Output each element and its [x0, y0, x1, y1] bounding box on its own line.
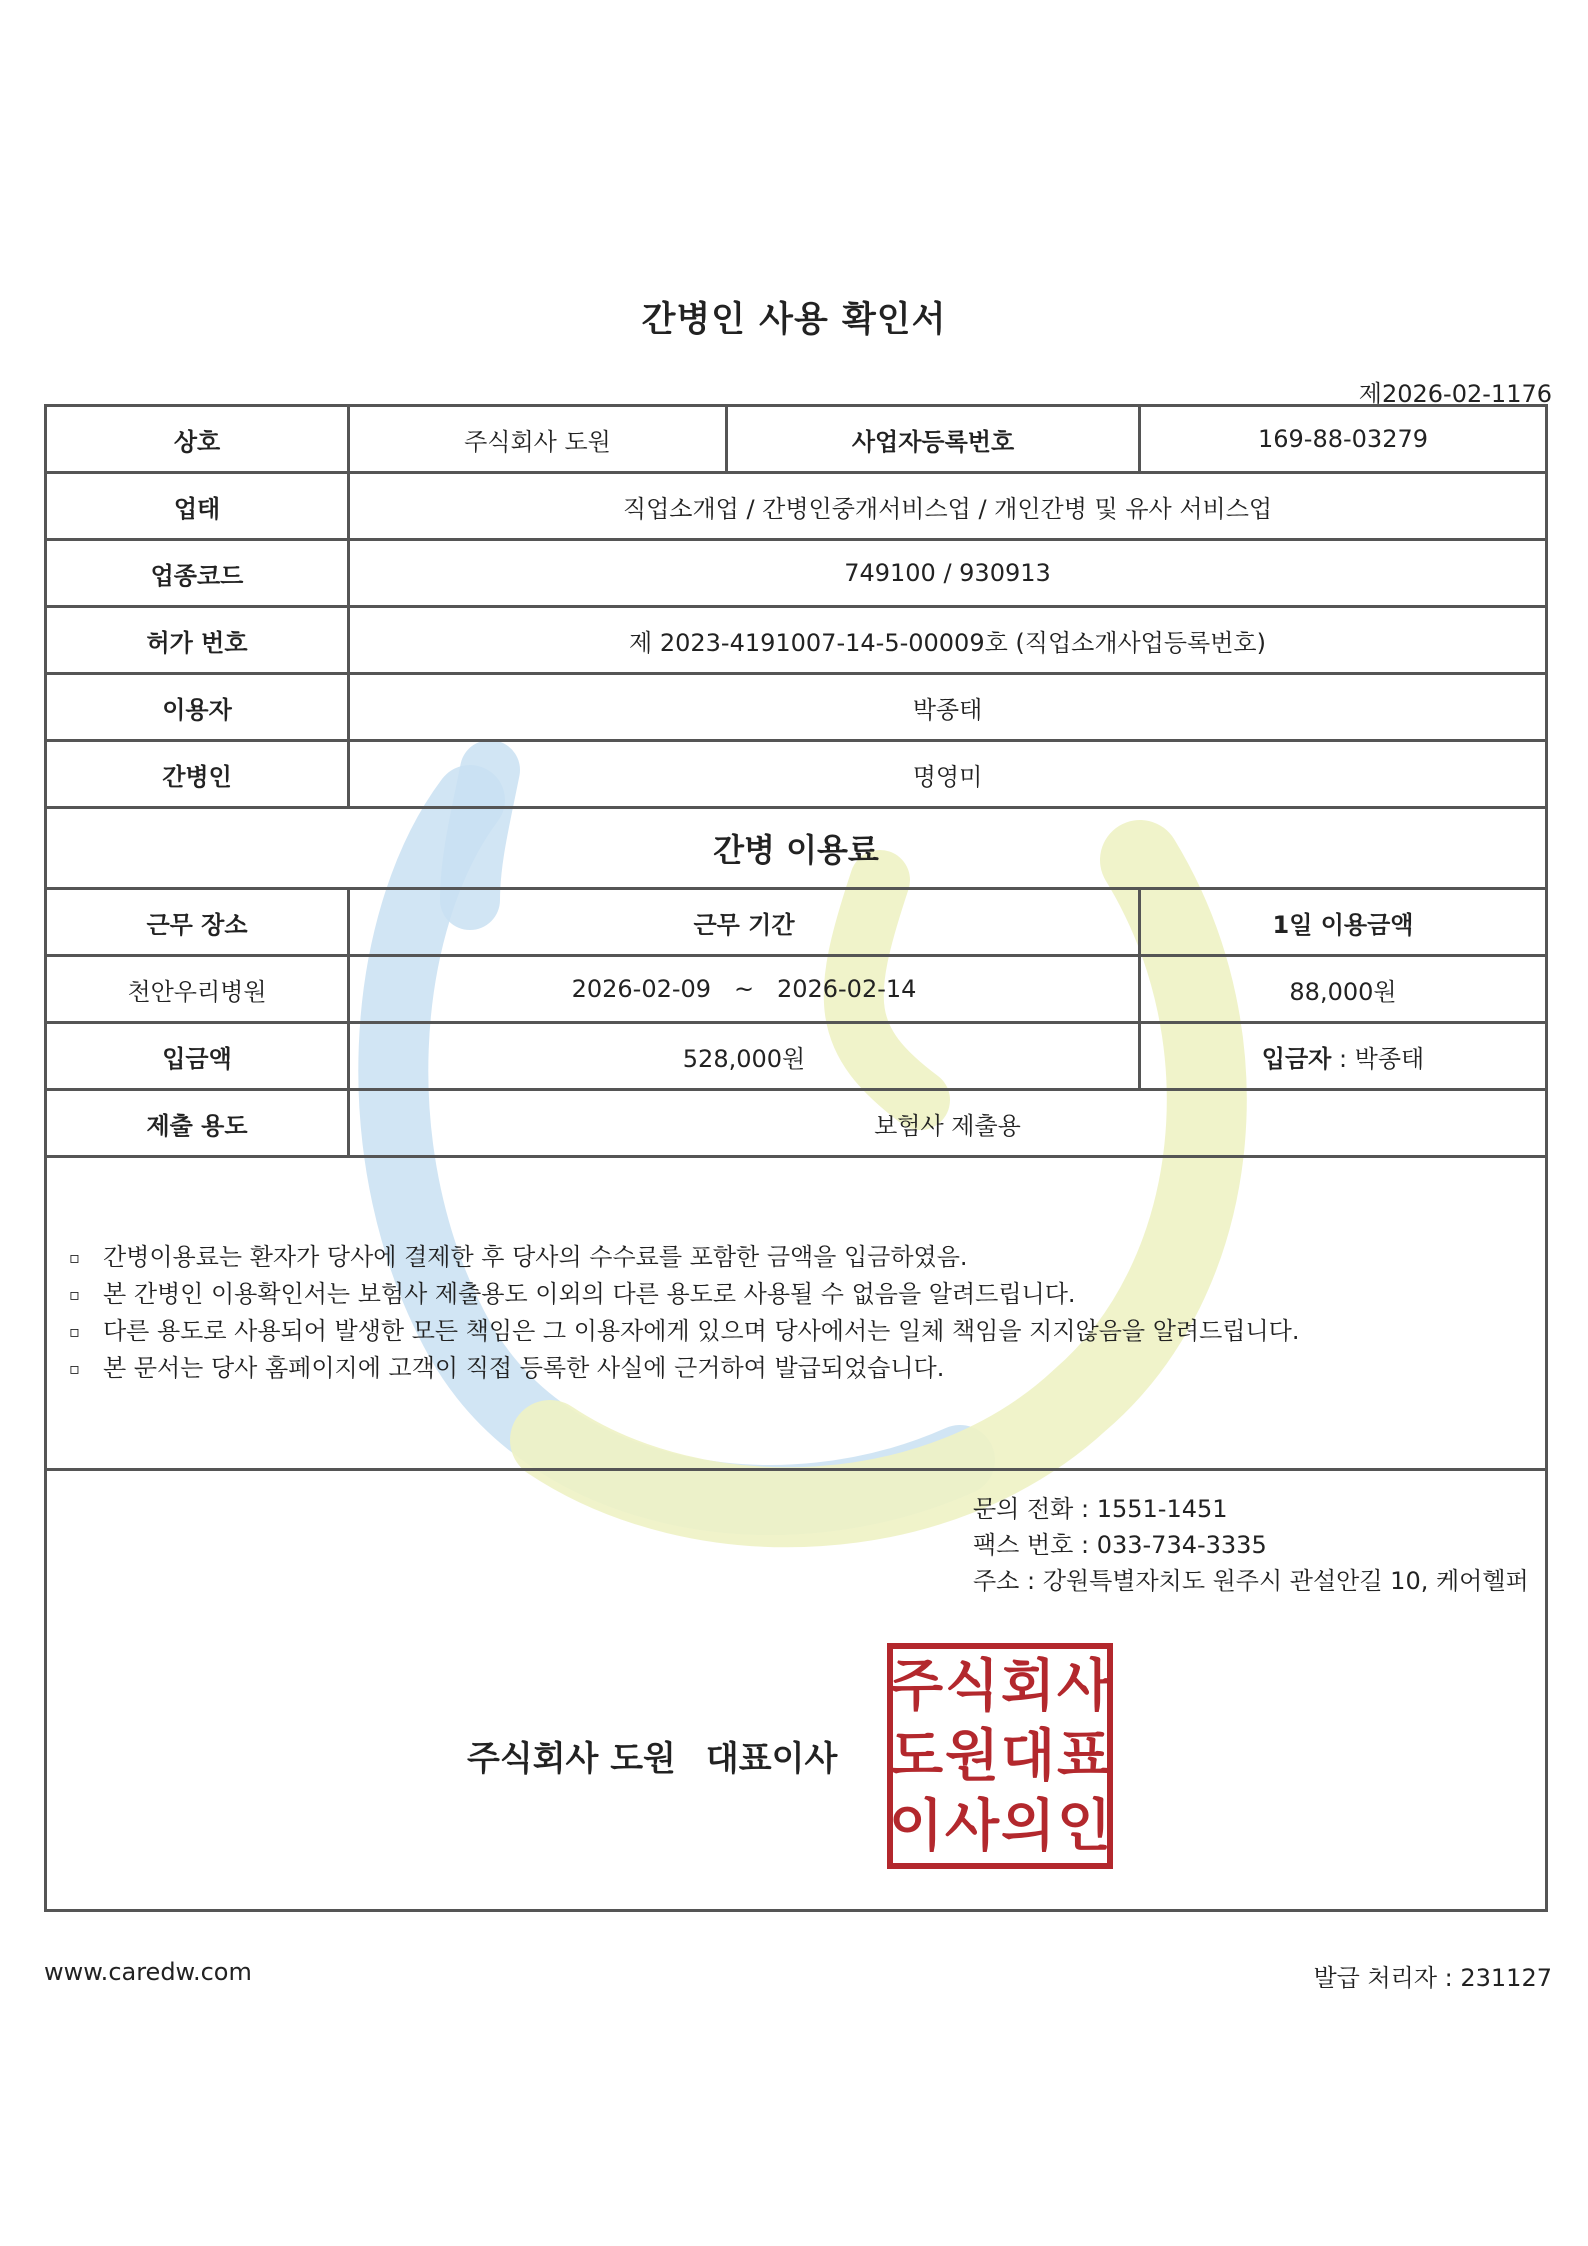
business-type-value: 직업소개업 / 간병인중개서비스업 / 개인간병 및 유사 서비스업	[349, 473, 1547, 540]
note-item	[69, 1313, 1539, 1350]
user-row	[46, 674, 1547, 741]
deposit-label: 입금액	[46, 1023, 349, 1090]
website-url: www.caredw.com	[44, 1958, 252, 1986]
permit-label: 허가 번호	[46, 607, 349, 674]
industry-code-label: 업종코드	[46, 540, 349, 607]
seal-glyph: 인	[1056, 1794, 1112, 1859]
seal-glyph: 의	[1000, 1794, 1056, 1859]
caregiver-value: 명영미	[349, 741, 1547, 808]
bizreg-value: 169-88-03279	[1140, 406, 1547, 473]
seal-glyph: 원	[944, 1724, 1000, 1789]
seal-glyph: 표	[1056, 1724, 1112, 1789]
confirmation-form	[44, 404, 1548, 1912]
seal-glyph: 사	[944, 1794, 1000, 1859]
note-text: 본 문서는 당사 홈페이지에 고객이 직접 등록한 사실에 근거하여 발급되었습니다.	[103, 1354, 945, 1382]
industry-code-row	[46, 540, 1547, 607]
seal-glyph: 식	[944, 1654, 1000, 1719]
note-text: 본 간병인 이용확인서는 보험사 제출용도 이외의 다른 용도로 사용될 수 없음을 알려드립니다.	[103, 1280, 1076, 1308]
issuer-id: 발급 처리자 : 231127	[1313, 1964, 1552, 1992]
notes-row	[46, 1157, 1547, 1470]
place-label: 근무 장소	[46, 889, 349, 956]
signature-title: 대표이사	[705, 1739, 838, 1779]
square-bullet-icon: ▫	[69, 1285, 80, 1304]
square-bullet-icon: ▫	[69, 1359, 80, 1378]
purpose-label: 제출 용도	[46, 1090, 349, 1157]
purpose-row	[46, 1090, 1547, 1157]
user-value: 박종태	[349, 674, 1547, 741]
business-type-label: 업태	[46, 473, 349, 540]
note-text: 다른 용도로 사용되어 발생한 모든 책임은 그 이용자에게 있으며 당사에서는 일체 책임을 지지않음을 알려드립니다.	[103, 1317, 1300, 1345]
place-value: 천안우리병원	[46, 956, 349, 1023]
notes-cell	[46, 1157, 1547, 1470]
note-item	[69, 1239, 1539, 1276]
signature-box	[47, 1471, 1545, 1909]
payer-cell	[1140, 1023, 1547, 1090]
caregiver-row	[46, 741, 1547, 808]
company-value: 주식회사 도원	[349, 406, 727, 473]
signature-row	[46, 1470, 1547, 1911]
contact-info	[973, 1491, 1529, 1599]
note-item	[69, 1276, 1539, 1313]
daily-fee-label: 1일 이용금액	[1140, 889, 1547, 956]
purpose-value: 보험사 제출용	[349, 1090, 1547, 1157]
square-bullet-icon: ▫	[69, 1322, 80, 1341]
fee-header-row	[46, 889, 1547, 956]
deposit-row	[46, 1023, 1547, 1090]
business-type-row	[46, 473, 1547, 540]
contact-address: 주소 : 강원특별자치도 원주시 관설안길 10, 케어헬퍼	[973, 1567, 1529, 1595]
contact-phone: 문의 전화 : 1551-1451	[973, 1495, 1228, 1523]
fee-value-row	[46, 956, 1547, 1023]
payer-value: : 박종태	[1331, 1044, 1425, 1073]
document-number: 제2026-02-1176	[1358, 380, 1552, 408]
contact-fax: 팩스 번호 : 033-734-3335	[973, 1531, 1267, 1559]
seal-glyph: 회	[1000, 1654, 1056, 1719]
payer-label: 입금자	[1261, 1044, 1332, 1073]
seal-glyph: 이	[888, 1794, 944, 1859]
seal-glyph: 사	[1056, 1654, 1112, 1719]
note-text: 간병이용료는 환자가 당사에 결제한 후 당사의 수수료를 포함한 금액을 입금하였음.	[103, 1243, 968, 1271]
seal-glyph: 대	[1000, 1724, 1056, 1789]
user-label: 이용자	[46, 674, 349, 741]
seal-glyph: 도	[888, 1724, 944, 1789]
company-signature	[467, 1731, 837, 1780]
industry-code-value: 749100 / 930913	[349, 540, 1547, 607]
signature-company: 주식회사 도원	[467, 1739, 676, 1779]
seal-glyph: 주	[888, 1654, 944, 1719]
note-item	[69, 1350, 1539, 1387]
fee-section-row	[46, 808, 1547, 889]
document-title: 간병인 사용 확인서	[641, 300, 947, 340]
company-row	[46, 406, 1547, 473]
period-label: 근무 기간	[349, 889, 1140, 956]
company-label: 상호	[46, 406, 349, 473]
deposit-value: 528,000원	[349, 1023, 1140, 1090]
daily-fee-value: 88,000원	[1140, 956, 1547, 1023]
signature-cell	[46, 1470, 1547, 1911]
bizreg-label: 사업자등록번호	[727, 406, 1140, 473]
company-seal-stamp	[887, 1643, 1113, 1869]
caregiver-label: 간병인	[46, 741, 349, 808]
period-value: 2026-02-09 ~ 2026-02-14	[349, 956, 1140, 1023]
permit-row	[46, 607, 1547, 674]
permit-value: 제 2023-4191007-14-5-00009호 (직업소개사업등록번호)	[349, 607, 1547, 674]
fee-section-title: 간병 이용료	[46, 808, 1547, 889]
square-bullet-icon: ▫	[69, 1248, 80, 1267]
